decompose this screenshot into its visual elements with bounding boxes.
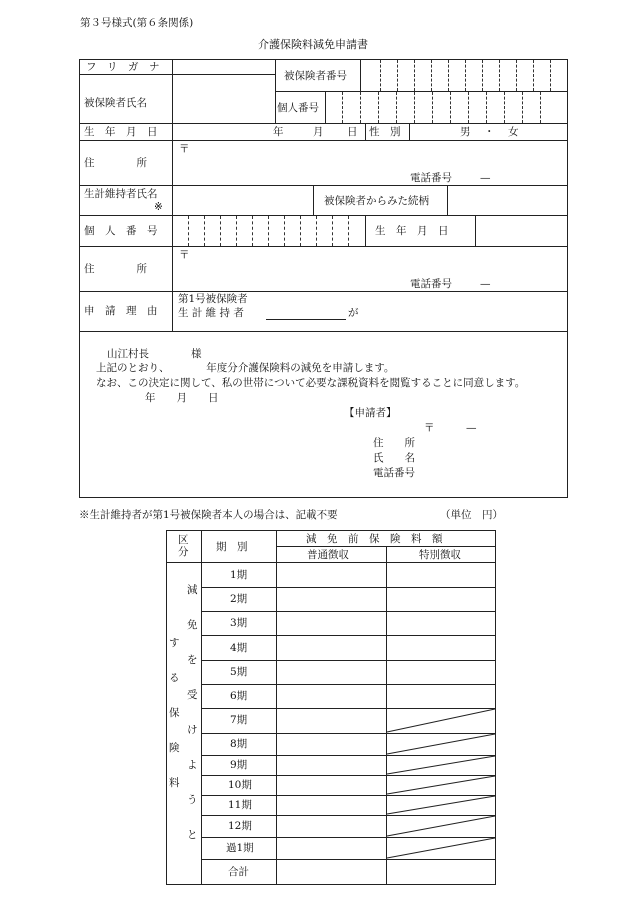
form-title: 介護保険料減免申請書	[258, 38, 368, 51]
period-label: 10期	[228, 779, 252, 791]
reason-line1: 第1号被保険者	[178, 293, 248, 305]
phone-dash: —	[480, 172, 491, 184]
addressee: 山江村長 様	[107, 348, 202, 360]
householder-name-label: 生計維持者氏名	[84, 188, 158, 200]
phone-label: 電話番号	[410, 172, 452, 184]
side-char: 険	[169, 742, 180, 754]
side-char: 料	[169, 777, 180, 789]
note-text: ※生計維持者が第1号被保険者本人の場合は、記載不要	[79, 509, 338, 521]
householder-birthdate-label: 生 年 月 日	[375, 225, 449, 237]
side-char: る	[169, 672, 180, 684]
period-label: 過1期	[226, 842, 254, 854]
insured-personal-number-label: 個人番号	[277, 102, 319, 114]
householder-address-label: 住 所	[84, 263, 147, 275]
period-label: 2期	[230, 593, 248, 605]
declaration-date: 年 月 日	[145, 392, 219, 404]
unit-label: （単位 円）	[440, 509, 503, 521]
period-label: 9期	[230, 759, 248, 771]
declaration-text1: 上記のとおり、 年度分介護保険料の減免を申請します。	[96, 362, 395, 374]
side-char: 免	[187, 619, 198, 631]
side-char: 受	[187, 689, 198, 701]
applicant-name: 氏 名	[373, 452, 415, 464]
col-normal: 普通徴収	[307, 549, 349, 561]
householder-note-mark: ※	[154, 201, 163, 213]
period-label: 7期	[230, 714, 248, 726]
applicant-postal: 〒 —	[424, 422, 477, 434]
side-char: を	[187, 654, 198, 666]
period-label: 8期	[230, 738, 248, 750]
col-kubun: 区分	[178, 534, 189, 558]
period-label: 合計	[228, 866, 249, 878]
relationship-label: 被保険者からみた続柄	[324, 195, 429, 207]
applicant-phone: 電話番号	[373, 467, 415, 479]
side-char: 保	[169, 707, 180, 719]
side-char: 減	[187, 584, 198, 596]
col-special: 特別徴収	[419, 549, 461, 561]
side-char: す	[169, 637, 180, 649]
period-label: 4期	[230, 642, 248, 654]
furigana-label: フ リ ガ ナ	[86, 61, 160, 73]
period-label: 11期	[228, 799, 252, 811]
declaration-text2: なお、この決定に関して、私の世帯について必要な課税資料を閲覧することに同意します。	[96, 377, 526, 389]
period-label: 1期	[230, 569, 248, 581]
col-period: 期 別	[216, 541, 248, 553]
birth-year: 年	[273, 126, 284, 138]
applicant-heading: 【申請者】	[344, 407, 397, 419]
birth-month: 月	[313, 126, 324, 138]
householder-postal-mark: 〒	[179, 249, 190, 261]
sex-separator: ・	[484, 126, 495, 138]
sex-label: 性 別	[369, 126, 401, 138]
side-char: と	[187, 829, 198, 841]
householder-phone-dash: —	[480, 278, 491, 290]
birth-day: 日	[347, 126, 358, 138]
postal-mark: 〒	[179, 143, 190, 155]
period-label: 5期	[230, 666, 248, 678]
applicant-address: 住 所	[373, 437, 415, 449]
householder-phone-label: 電話番号	[410, 278, 452, 290]
sex-female[interactable]: 女	[508, 126, 519, 138]
side-char: よ	[187, 759, 198, 771]
side-char: け	[187, 724, 198, 736]
insured-number-label: 被保険者番号	[284, 70, 347, 82]
period-label: 6期	[230, 690, 248, 702]
col-amount: 減 免 前 保 険 料 額	[306, 533, 443, 545]
householder-personal-number-label: 個 人 番 号	[84, 225, 158, 237]
sex-male[interactable]: 男	[460, 126, 471, 138]
form-number: 第３号様式(第６条関係)	[80, 17, 194, 29]
reason-label: 申 請 理 由	[84, 305, 158, 317]
reason-line2: 生 計 維 持 者	[178, 307, 244, 319]
birthdate-label: 生 年 月 日	[84, 126, 158, 138]
period-label: 3期	[230, 617, 248, 629]
address-label: 住 所	[84, 157, 147, 169]
side-char: う	[187, 794, 198, 806]
reason-suffix: が	[348, 307, 359, 319]
period-label: 12期	[228, 820, 252, 832]
insured-name-label: 被保険者氏名	[84, 97, 147, 109]
